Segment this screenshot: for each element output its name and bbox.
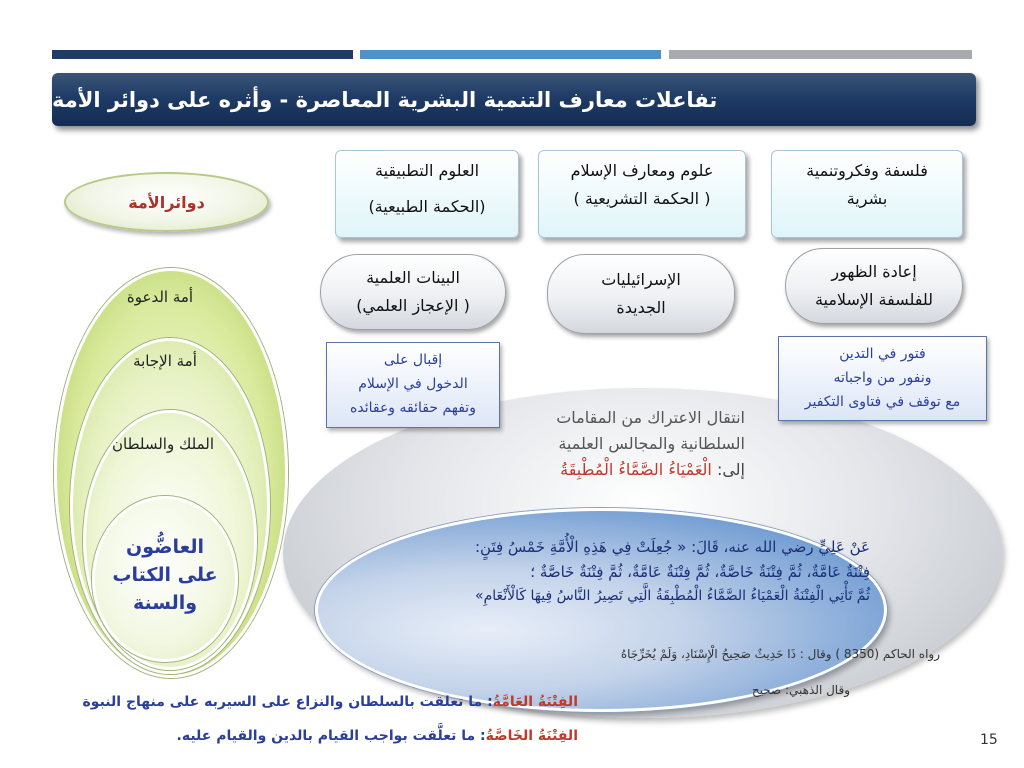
effect-right-line1: فتور في التدين [839, 346, 926, 362]
top-bar-gray [669, 50, 972, 59]
effect-box-right [778, 336, 987, 421]
core-line1: العاضُّون [126, 536, 204, 558]
effect-right-line2: ونفور من واجباته [833, 370, 932, 386]
footer-text2: : ما تعلَّقت بواجب القيام بالدين والقيام عليه. [176, 728, 486, 744]
pill-scientific-line2: ( الإعجاز العلمي) [356, 296, 470, 315]
pill-philosophy-line2: للفلسفة الإسلامية [814, 290, 934, 309]
slide-title-banner [52, 73, 976, 126]
hadith-source [530, 647, 940, 661]
ring-dawah-label: أمة الدعوة [126, 288, 194, 306]
pill-islamic-philosophy [785, 248, 963, 324]
transition-prefix: إلى: [711, 460, 745, 479]
top-bar-blue [360, 50, 661, 59]
hadith-line1: عَنْ عَلِيٍّ رضي الله عنه، قَالَ: « جُعِلَتْ فِي هَذِهِ الْأُمَّةِ خَمْسُ فِتَنٍ: [474, 538, 870, 556]
effect-right-line3: مع توقف في فتاوى التكفير [804, 394, 961, 410]
pill-israiliyyat-line1: الإسرائيليات [601, 270, 681, 289]
footer-term1: الفِتْنَةُ العَامَّةُ [492, 694, 578, 710]
effect-left-line1: إقبال على [383, 352, 443, 368]
header-islamic-line2: ( الحكمة التشريعية ) [573, 189, 711, 208]
hadith-dhahabi [650, 683, 850, 697]
header-box-philosophy [771, 150, 963, 238]
header-applied-line2: (الحكمة الطبيعية) [368, 197, 486, 216]
ring-core-label [100, 533, 230, 617]
hadith-source-text: رواه الحاكم (8350 ) وقال : ذَا حَدِيثٌ صَحِيحُ الْإِسْنَادِ، وَلَمْ يُخَرِّجَاهُ [620, 647, 940, 661]
pill-scientific-line1: البينات العلمية [366, 268, 460, 287]
circles-title: دوائرالأمة [128, 192, 205, 212]
effect-left-line3: وتفهم حقائقه وعقائده [350, 400, 476, 416]
pill-new-israiliyyat [547, 254, 735, 334]
header-box-applied-sciences [335, 150, 519, 238]
page-number: 15 [980, 732, 998, 748]
ring-ijabah-label: أمة الإجابة [133, 352, 197, 370]
core-line3: والسنة [132, 592, 198, 614]
footer-definitions [20, 685, 578, 753]
top-bar-navy [52, 50, 353, 59]
pill-israiliyyat-line2: الجديدة [616, 298, 666, 317]
ring-mulk-label: الملك والسلطان [111, 435, 214, 453]
transition-text [470, 405, 745, 483]
header-philosophy-line2: بشرية [846, 189, 888, 208]
pill-scientific-evidence [320, 254, 506, 330]
core-line2: على الكتاب [112, 564, 218, 586]
circles-title-pill [64, 172, 269, 232]
footer-text1: : ما تعلقت بالسلطان والنزاع على السيربه على منهاج النبوة [82, 694, 493, 710]
header-philosophy-line1: فلسفة وفكروتنمية [806, 161, 928, 180]
header-islamic-line1: علوم ومعارف الإسلام [570, 161, 714, 180]
slide-title: تفاعلات معارف التنمية البشرية المعاصرة - وأثره على دوائر الأمة [52, 87, 718, 112]
header-applied-line1: العلوم التطبيقية [374, 161, 480, 180]
footer-term2: الفِتْنَةُ الخَاصَّةُ [485, 728, 578, 744]
pill-philosophy-line1: إعادة الظهور [831, 262, 917, 281]
footer-line1 [20, 685, 578, 719]
footer-line2 [20, 719, 578, 753]
transition-highlight: الْعَمْيَاءُ الصَّمَّاءُ الْمُطْبِقَةُ [560, 460, 712, 479]
transition-line1: انتقال الاعتراك من المقامات [556, 408, 745, 427]
effect-left-line2: الدخول في الإسلام [358, 376, 468, 392]
hadith-dhahabi-text: وقال الذهبي: صحيح [751, 683, 850, 697]
hadith-line3: ثُمَّ تَأْتِي الْفِتْنَةُ الْعَمْيَاءُ الصَّمَّاءُ الْمُطْبِقَةُ الَّتِي تَصِيرُ النَّاسُ فِيهَا كَالْأَنْعَامِ» [475, 588, 870, 604]
hadith-line2: فِتْنَةٌ عَامَّةٌ، ثُمَّ فِتْنَةٌ خَاصَّةٌ، ثُمَّ فِتْنَةٌ عَامَّةٌ، ثُمَّ فِتْنَةٌ خَاصَّةٌ ؛ [530, 563, 870, 581]
header-box-islamic-sciences [538, 150, 746, 238]
hadith-text [340, 538, 870, 604]
transition-line3 [470, 457, 745, 483]
transition-line2: السلطانية والمجالس العلمية [558, 434, 745, 453]
